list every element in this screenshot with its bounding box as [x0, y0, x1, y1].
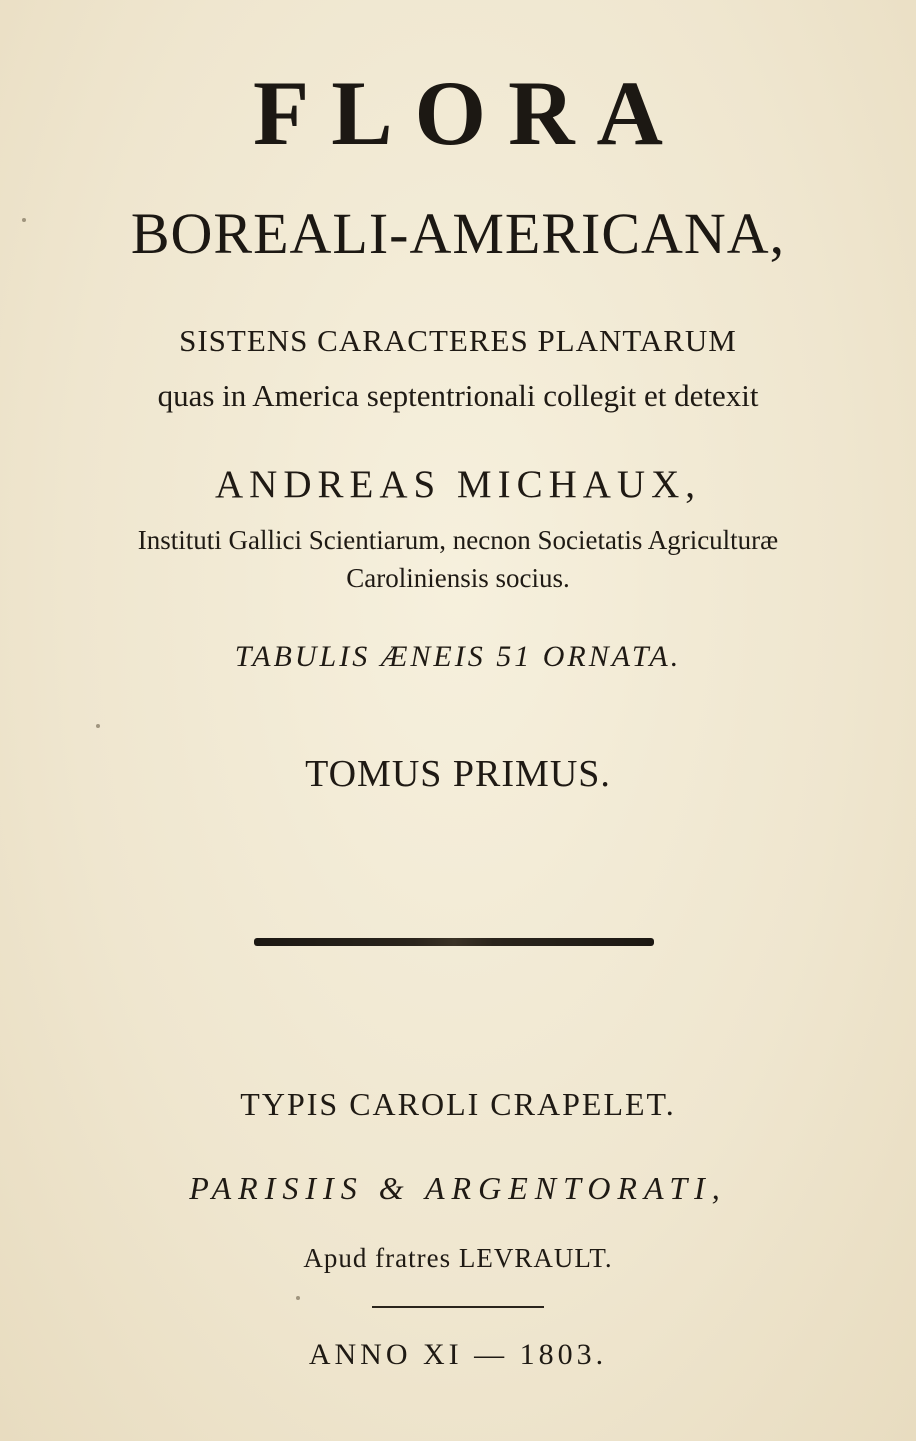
- book-title: FLORA: [253, 62, 685, 164]
- author-affiliation-line-1: Instituti Gallici Scientiarum, necnon Societatis Agriculturæ: [137, 525, 779, 555]
- book-subtitle: BOREALI-AMERICANA,: [130, 201, 786, 266]
- paper-speck: [96, 724, 100, 728]
- paper-speck: [296, 1296, 300, 1300]
- author-name: ANDREAS MICHAUX,: [214, 463, 702, 506]
- ornamental-rule: [254, 938, 654, 946]
- description-line-2: quas in America septentrionali collegit et detexit: [157, 378, 759, 413]
- place-of-publication: PARISIIS & ARGENTORATI,: [189, 1170, 727, 1206]
- printer-imprint: TYPIS CAROLI CRAPELET.: [240, 1086, 676, 1122]
- publication-date: ANNO XI — 1803.: [308, 1338, 608, 1371]
- author-affiliation-line-2: Caroliniensis socius.: [346, 563, 570, 593]
- divider-rule: [372, 1306, 544, 1308]
- description-line-1: SISTENS CARACTERES PLANTARUM: [179, 323, 737, 358]
- publisher-name: Apud fratres LEVRAULT.: [303, 1243, 613, 1273]
- plates-note: TABULIS ÆNEIS 51 ORNATA.: [234, 640, 682, 673]
- volume-label: TOMUS PRIMUS.: [305, 753, 611, 795]
